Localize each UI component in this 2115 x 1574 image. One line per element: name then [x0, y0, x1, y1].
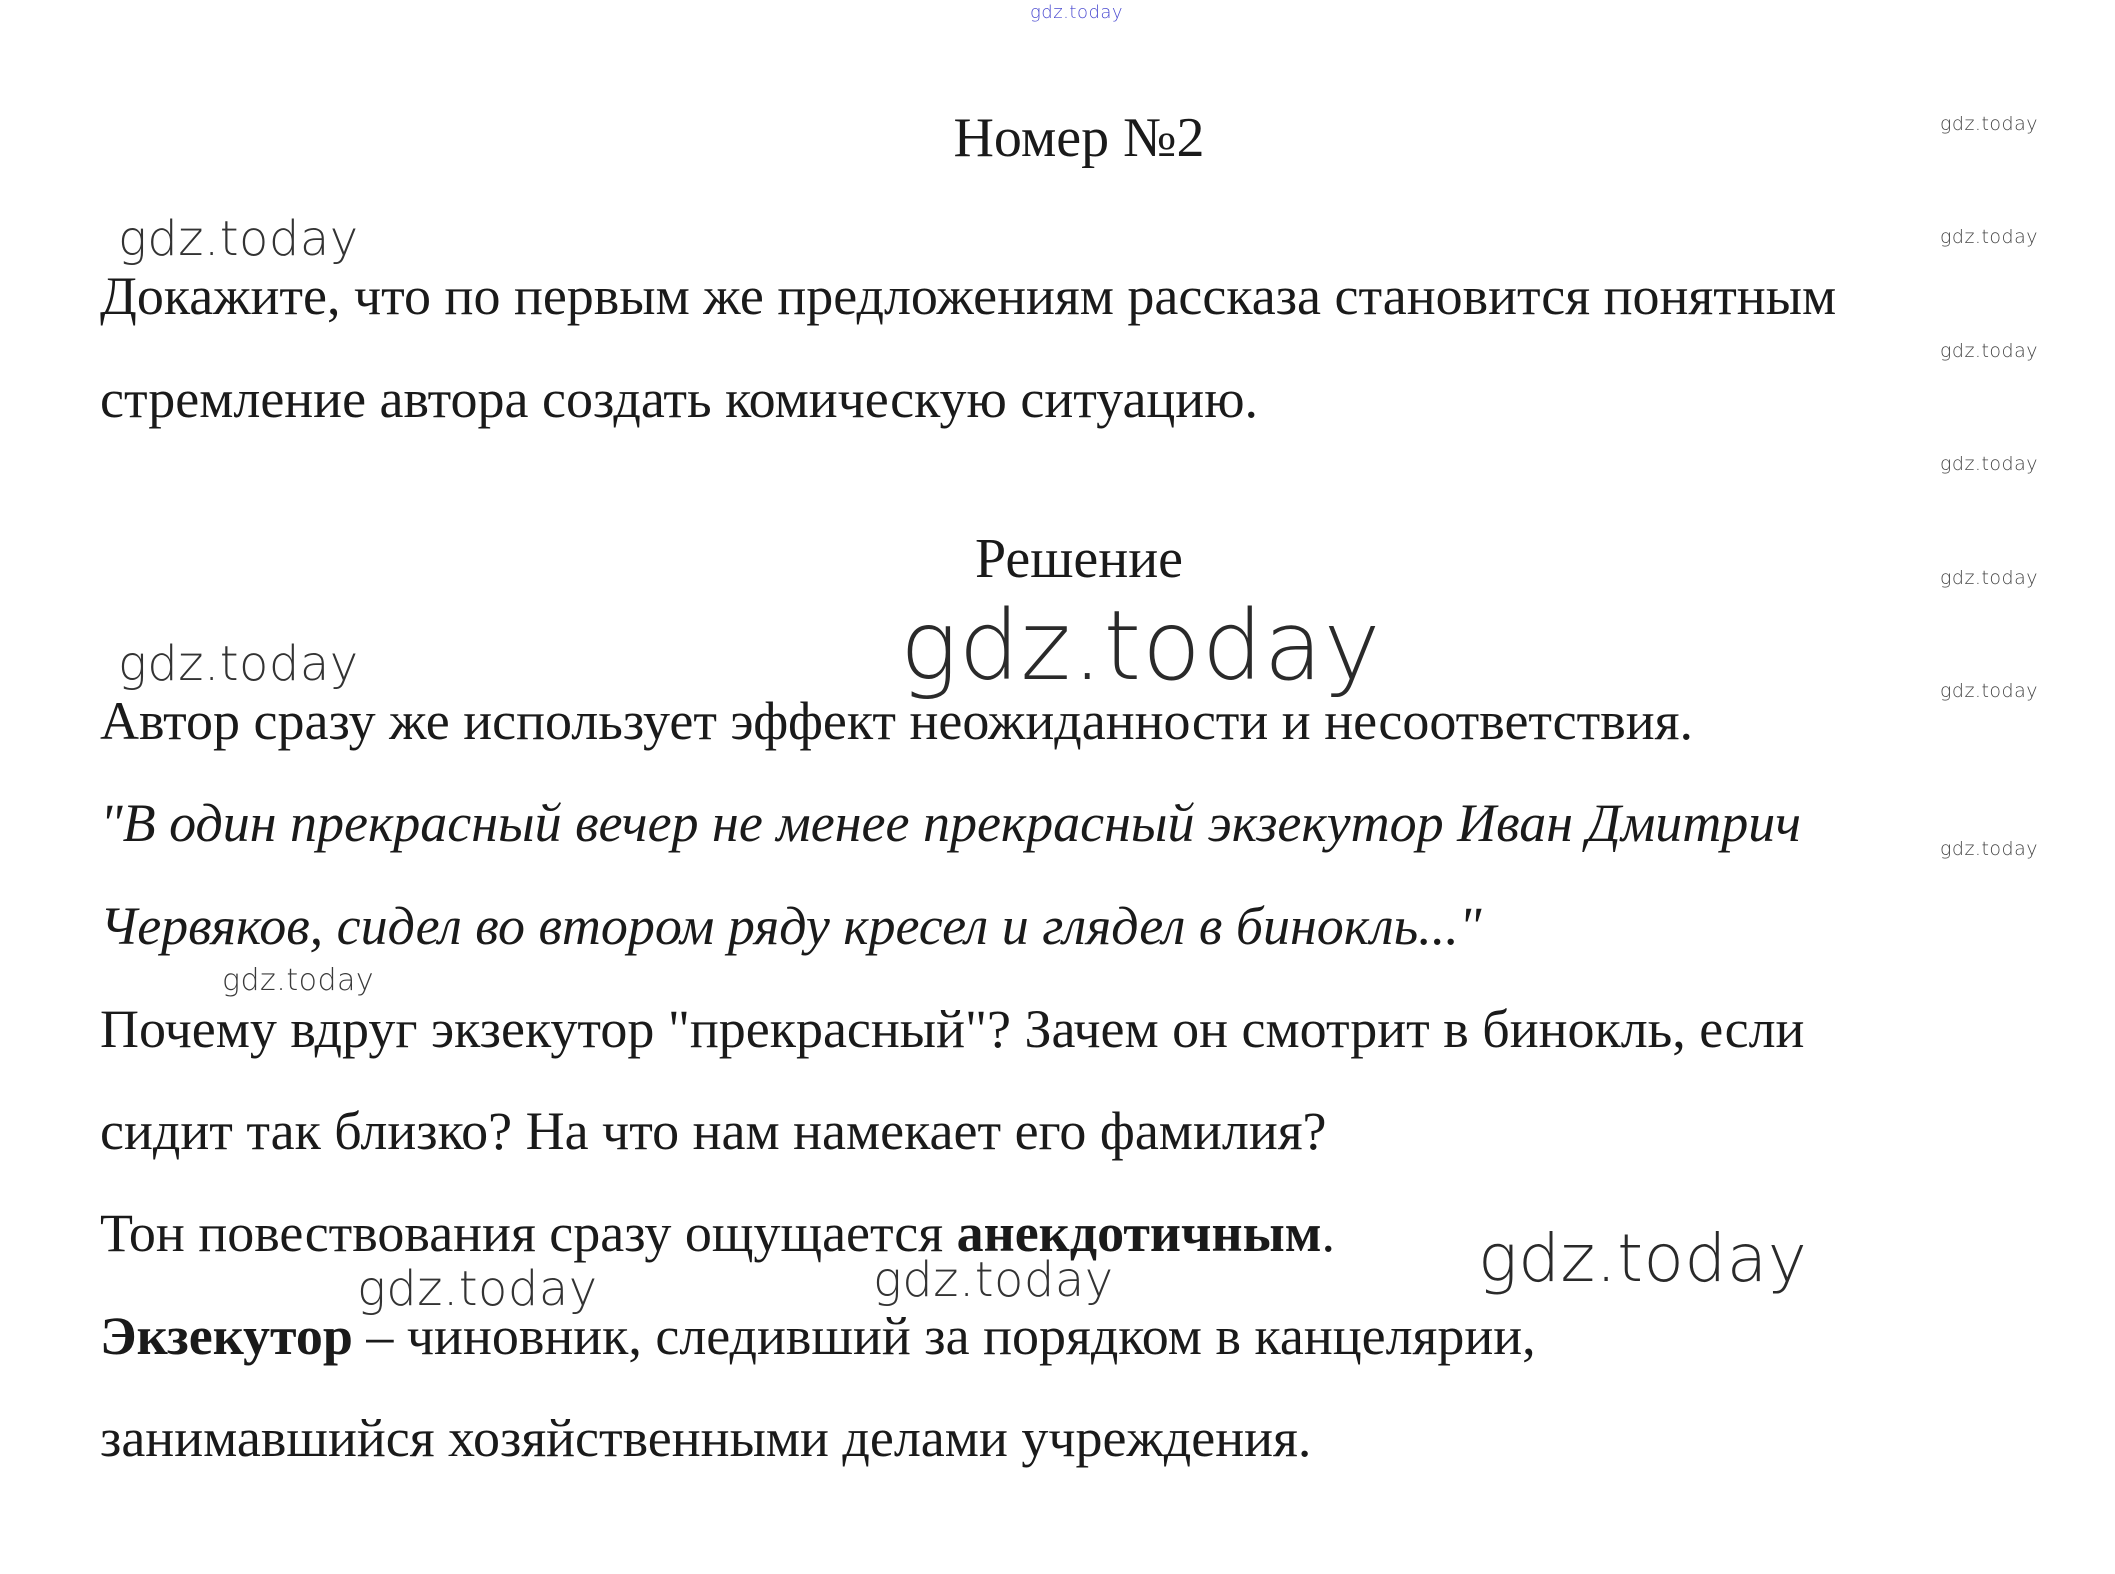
watermark-left-2: gdz.today: [118, 636, 359, 692]
definition-line-2: занимавшийся хозяйственными делами учреждения.: [100, 1408, 1312, 1468]
definition-text: – чиновник, следивший за порядком в канцелярии,: [352, 1306, 1536, 1366]
page-title: Номер №2: [953, 107, 1205, 169]
tone-end: .: [1321, 1203, 1336, 1263]
watermark-right-1: gdz.today: [1940, 113, 2038, 135]
watermark-bottom-2: gdz.today: [873, 1252, 1114, 1308]
solution-heading: Решение: [974, 528, 1184, 590]
task-text-line-1: Докажите, что по первым же предложениям рассказа становится понятным: [100, 266, 1837, 326]
tone-text: Тон повествования сразу ощущается: [100, 1203, 957, 1263]
solution-paragraph-1: Автор сразу же использует эффект неожиданности и несоответствия.: [100, 691, 1693, 751]
watermark-right-7: gdz.today: [1940, 838, 2038, 860]
question-line-2: сидит так близко? На что нам намекает его фамилия?: [100, 1101, 1327, 1161]
watermark-right-2: gdz.today: [1940, 226, 2038, 248]
watermark-right-5: gdz.today: [1940, 567, 2038, 589]
task-text-line-2: стремление автора создать комическую ситуацию.: [100, 369, 1259, 429]
tone-sentence: [100, 1202, 1335, 1264]
watermark-right-6: gdz.today: [1940, 680, 2038, 702]
definition-line-1: [100, 1305, 1536, 1367]
watermark-bottom-3: gdz.today: [1478, 1220, 1808, 1297]
question-line-1: Почему вдруг экзекутор "прекрасный"? Зачем он смотрит в бинокль, если: [100, 999, 1805, 1059]
watermark-top: gdz.today: [1030, 2, 1124, 23]
quote-line-1: "В один прекрасный вечер не менее прекрасный экзекутор Иван Дмитрич: [100, 793, 1802, 853]
watermark-right-4: gdz.today: [1940, 453, 2038, 475]
tone-bold-word: анекдотичным: [956, 1203, 1322, 1263]
watermark-center-large: gdz.today: [900, 590, 1382, 702]
watermark-right-3: gdz.today: [1940, 340, 2038, 362]
watermark-bottom-1: gdz.today: [357, 1261, 598, 1317]
watermark-left-3: gdz.today: [222, 963, 375, 998]
definition-term: Экзекутор: [100, 1306, 353, 1366]
watermark-left-1: gdz.today: [118, 211, 359, 267]
quote-line-2: Червяков, сидел во втором ряду кресел и глядел в бинокль...": [100, 896, 1482, 956]
